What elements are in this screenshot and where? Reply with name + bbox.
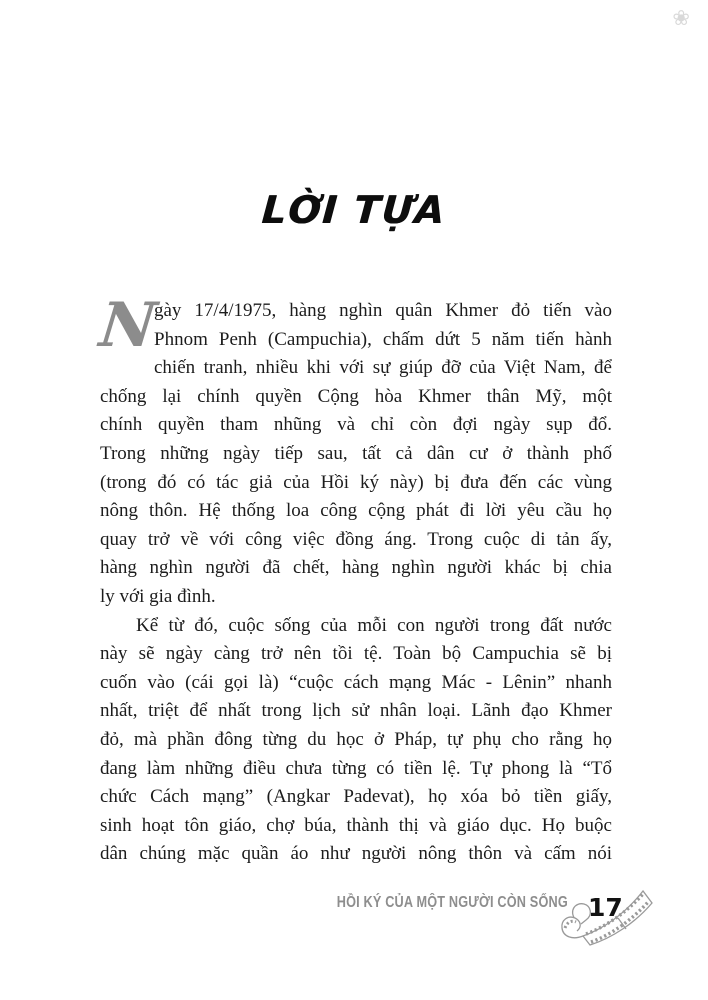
- film-strip-icon: [555, 876, 660, 951]
- text-line: quay trở về với công việc đồng áng. Trong cuộc di tản ấy,: [100, 528, 612, 550]
- text-line: chức Cách mạng” (Angkar Padevat), họ xóa bỏ tiền giấy,: [100, 786, 612, 808]
- text-line: hàng nghìn người đã chết, hàng nghìn người khác bị chia: [100, 557, 612, 579]
- paragraph-1: [96, 290, 612, 612]
- text-line: chống lại chính quyền Cộng hòa Khmer thân Mỹ, một: [100, 385, 612, 407]
- text-line: này sẽ ngày càng trở nên tồi tệ. Toàn bộ Campuchia sẽ bị: [100, 643, 612, 665]
- text-line: chiến tranh, nhiều khi với sự giúp đỡ của Việt Nam, để: [154, 357, 612, 379]
- drop-cap-letter: N: [96, 290, 160, 361]
- text-line: nông thôn. Hệ thống loa công cộng phát đi lời yêu cầu họ: [100, 500, 612, 522]
- text-line: sinh hoạt tôn giáo, chợ búa, thành thị và giáo dục. Họ buộc: [100, 814, 612, 836]
- text-line: dân chúng mặc quần áo như người nông thôn và cấm nói: [100, 843, 612, 865]
- page-number: 17: [588, 893, 623, 922]
- text-line: Kể từ đó, cuộc sống của mỗi con người trong đất nước: [136, 614, 612, 636]
- text-line: Trong những ngày tiếp sau, tất cả dân cư ở thành phố: [100, 442, 612, 464]
- text-line: (trong đó có tác giả của Hồi ký này) bị đưa đến các vùng: [100, 471, 612, 493]
- text-line: đỏ, mà phần đông từng du học ở Pháp, tự phụ cho rằng họ: [100, 728, 612, 750]
- text-line: cuốn vào (cái gọi là) “cuộc cách mạng Mác - Lênin” nhanh: [100, 671, 612, 693]
- text-line: nhất, triệt để nhất trong lịch sử nhân loại. Lãnh đạo Khmer: [100, 700, 612, 722]
- flower-ornament-icon: ❀: [672, 6, 690, 30]
- text-line: gày 17/4/1975, hàng nghìn quân Khmer đỏ tiến vào: [154, 300, 612, 321]
- paragraph-2: [100, 612, 612, 869]
- body-text: [96, 290, 612, 869]
- running-footer-book-title: HỒI KÝ CỦA MỘT NGƯỜI CÒN SỐNG: [336, 894, 568, 911]
- chapter-title: LỜI TỰA: [260, 188, 448, 232]
- text-line: chính quyền tham nhũng và chỉ còn đợi ngày sụp đổ.: [100, 414, 612, 436]
- text-line: ly với gia đình.: [100, 585, 216, 607]
- text-line: Phnom Penh (Campuchia), chấm dứt 5 năm tiến hành: [154, 328, 612, 350]
- text-line: đang làm những điều chưa từng có tiền lệ. Tự phong là “Tổ: [100, 757, 612, 779]
